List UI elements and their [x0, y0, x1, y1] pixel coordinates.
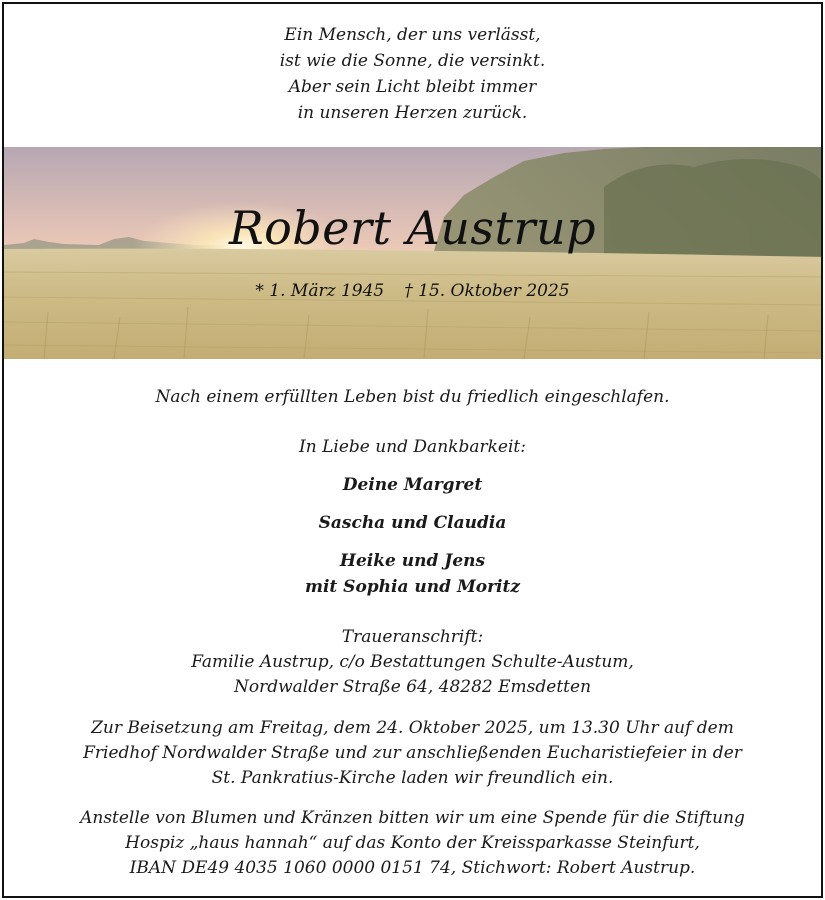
- donation-line: IBAN DE49 4035 1060 0000 0151 74, Stichwort: Robert Austrup.: [129, 858, 696, 878]
- death-date: † 15. Oktober 2025: [404, 281, 570, 301]
- life-dates: [4, 281, 821, 301]
- poem-line: ist wie die Sonne, die versinkt.: [279, 51, 546, 71]
- intro-line: Nach einem erfüllten Leben bist du friedlich eingeschlafen.: [155, 387, 670, 407]
- address-line: Nordwalder Straße 64, 48282 Emsdetten: [233, 677, 592, 697]
- poem-line: Aber sein Licht bleibt immer: [288, 77, 537, 97]
- poem: [4, 22, 821, 126]
- love-line: [4, 435, 821, 460]
- donation-notice: [4, 806, 821, 881]
- birth-date: * 1. März 1945: [255, 281, 385, 301]
- obituary-frame: [2, 2, 823, 898]
- mourner-name: Heike und Jens: [339, 551, 486, 571]
- mourning-address: [4, 625, 821, 700]
- mourner-name: Sascha und Claudia: [318, 513, 507, 533]
- donation-line: Anstelle von Blumen und Kränzen bitten wir um eine Spende für die Stiftung: [80, 808, 745, 828]
- intro-text: [4, 385, 821, 410]
- poem-line: in unseren Herzen zurück.: [297, 103, 528, 123]
- love-line-text: In Liebe und Dankbarkeit:: [299, 437, 526, 457]
- address-line: Familie Austrup, c/o Bestattungen Schulte-Austum,: [191, 652, 634, 672]
- poem-line: Ein Mensch, der uns verlässt,: [284, 25, 541, 45]
- deceased-name: Robert Austrup: [228, 201, 597, 255]
- mourner-1: [4, 472, 821, 498]
- mourner-3: [4, 548, 821, 600]
- mourner-2: [4, 510, 821, 536]
- donation-line: Hospiz „haus hannah“ auf das Konto der Kreissparkasse Steinfurt,: [125, 833, 700, 853]
- funeral-line: Friedhof Nordwalder Straße und zur anschließenden Eucharistiefeier in der: [83, 743, 742, 763]
- address-label: Traueranschrift:: [341, 627, 484, 647]
- funeral-line: St. Pankratius-Kirche laden wir freundlich ein.: [211, 768, 614, 788]
- mourner-name: Deine Margret: [342, 475, 483, 495]
- sunset-field-banner: [4, 147, 821, 359]
- mourner-name: mit Sophia und Moritz: [304, 577, 521, 597]
- funeral-notice: [4, 716, 821, 791]
- funeral-line: Zur Beisetzung am Freitag, dem 24. Oktober 2025, um 13.30 Uhr auf dem: [91, 718, 734, 738]
